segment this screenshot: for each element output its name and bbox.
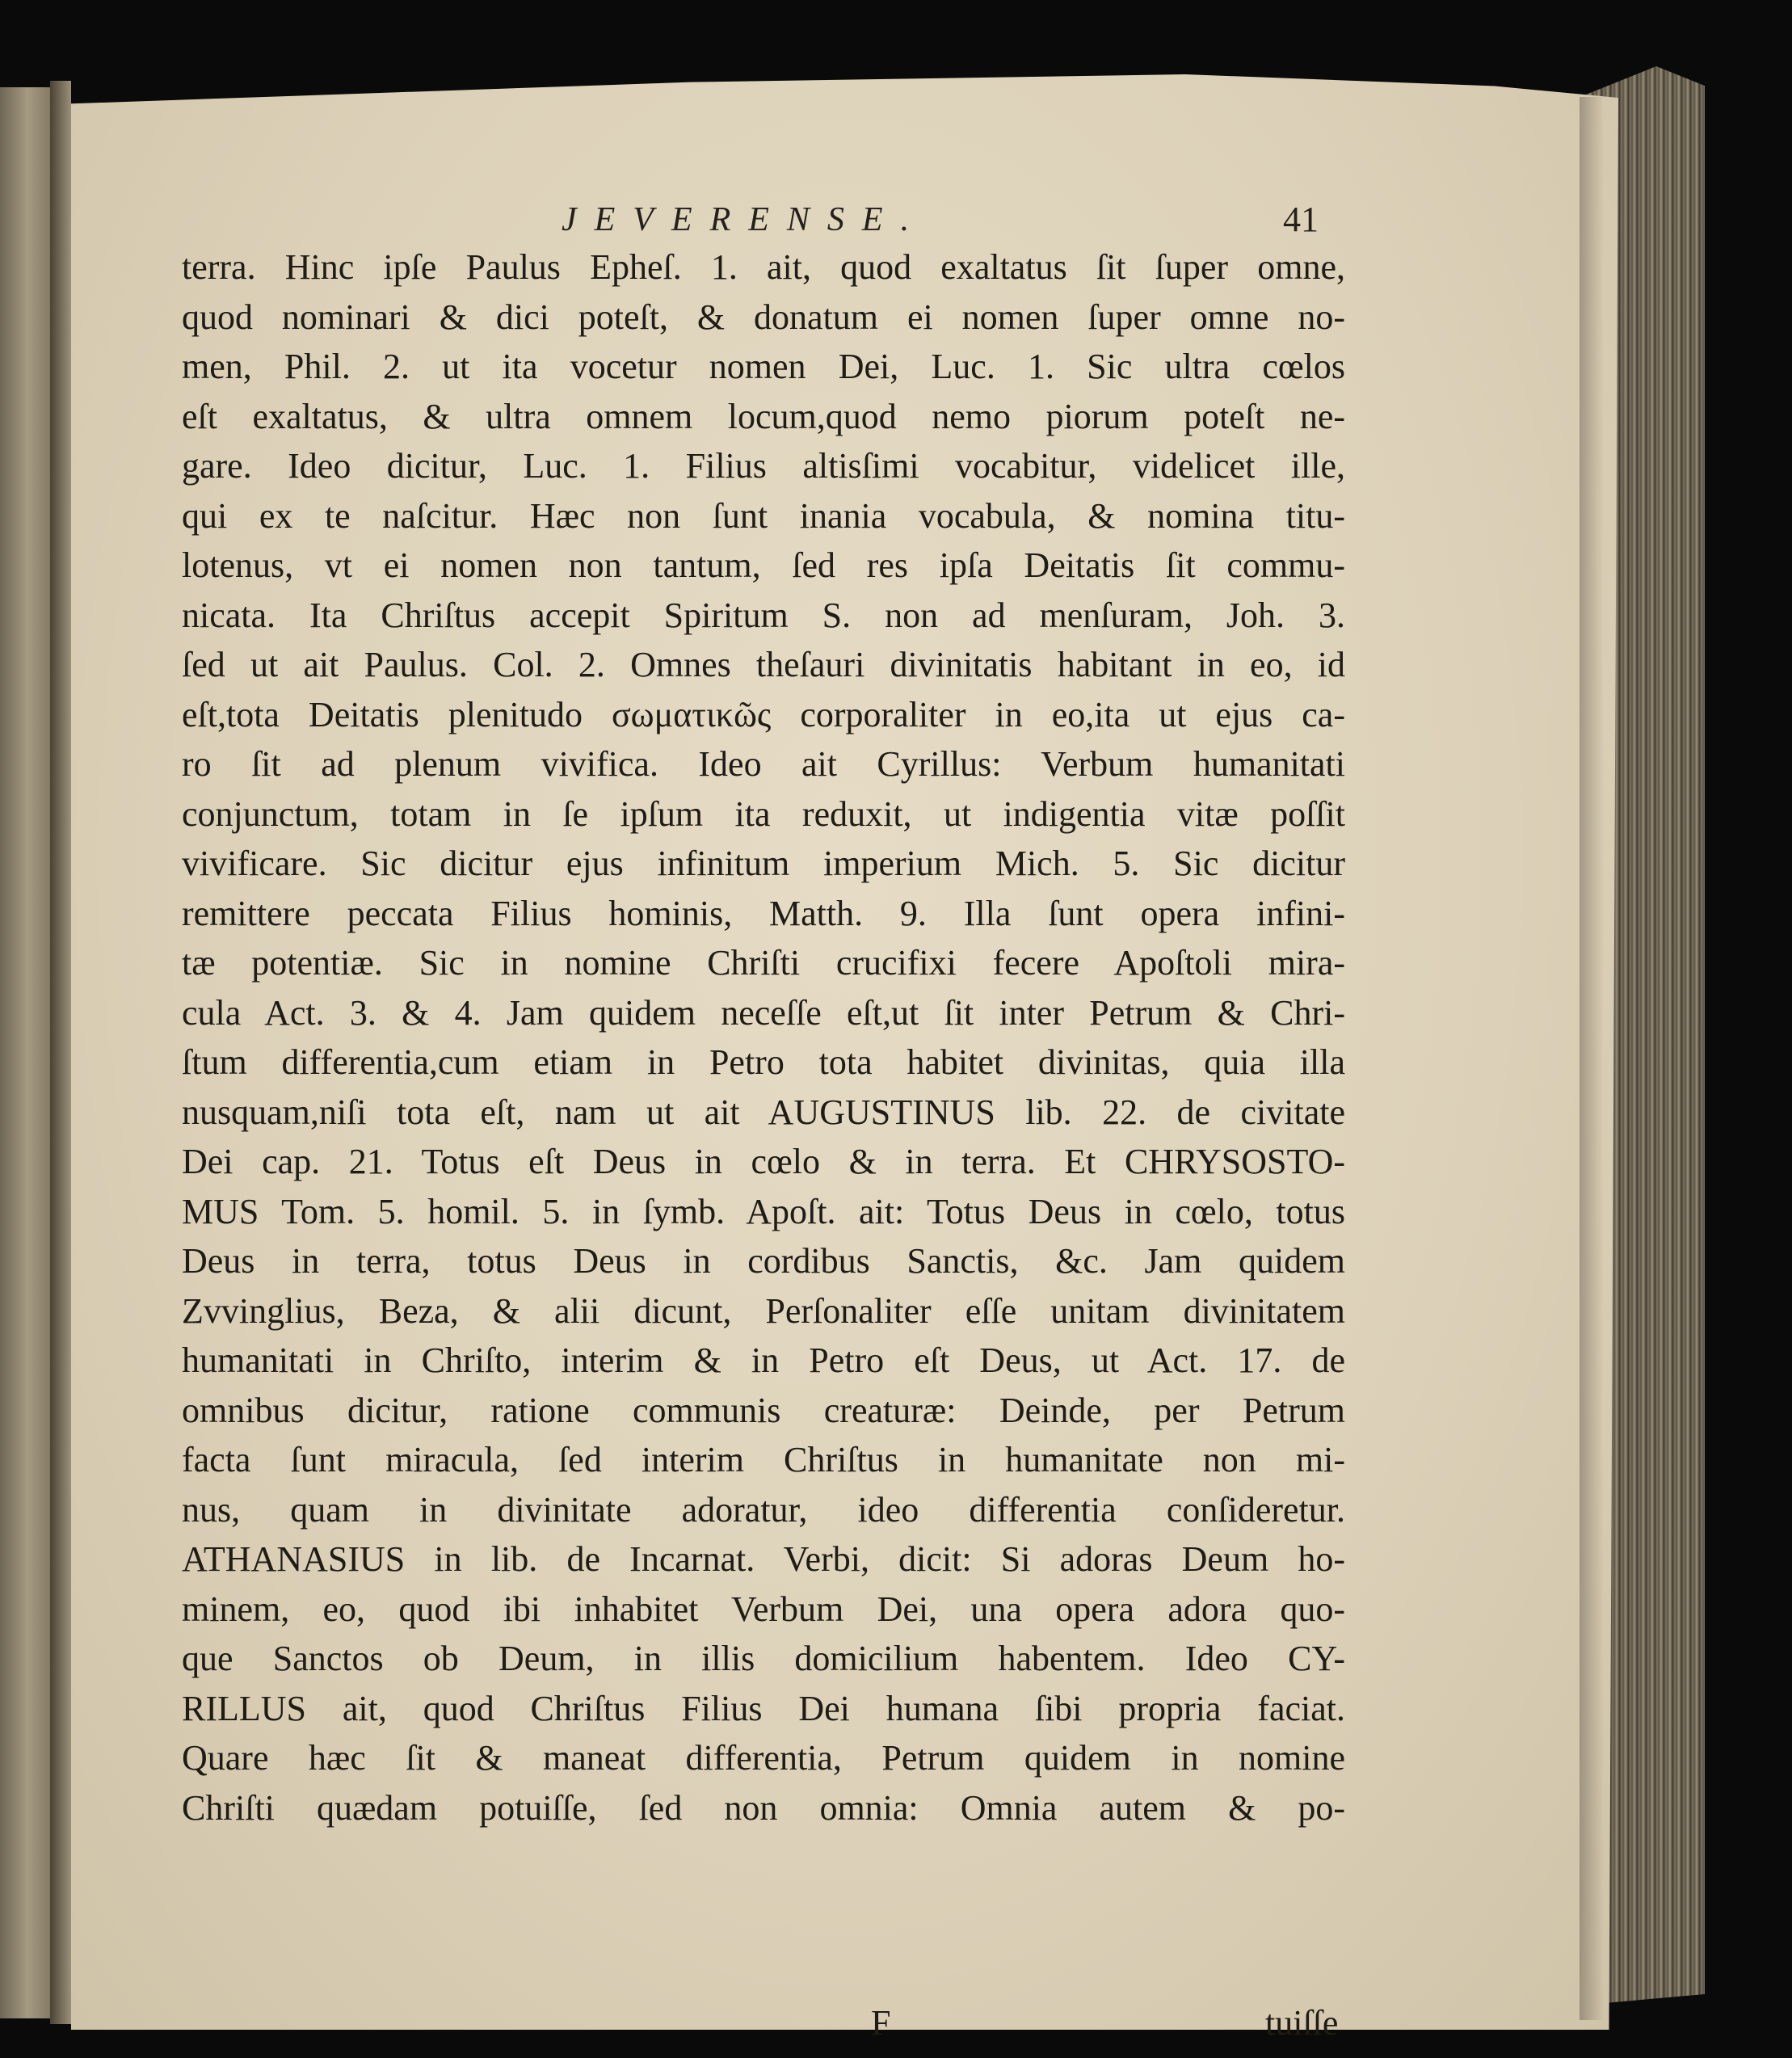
text-line: eſt exaltatus, & ultra omnem locum,quod nemo piorum poteſt ne- bbox=[182, 396, 1345, 436]
text-line: gare. Ideo dicitur, Luc. 1. Filius altisſimi vocabitur, videlicet ille, bbox=[182, 446, 1345, 486]
text-line: MUS Tom. 5. homil. 5. in ſymb. Apoſt. ait: Totus Deus in cœlo, totus bbox=[182, 1191, 1345, 1231]
text-line: que Sanctos ob Deum, in illis domicilium habentem. Ideo CY- bbox=[182, 1639, 1345, 1678]
text-line: eſt,tota Deitatis plenitudo σωματικῶς corporaliter in eo,ita ut ejus ca- bbox=[182, 694, 1345, 734]
text-line: remittere peccata Filius hominis, Matth. 9. Illa ſunt opera infini- bbox=[182, 893, 1345, 933]
text-line: nusquam,niſi tota eſt, nam ut ait AUGUSTINUS lib. 22. de civitate bbox=[182, 1092, 1345, 1132]
text-line: RILLUS ait, quod Chriſtus Filius Dei humana ſibi propria faciat. bbox=[182, 1688, 1345, 1728]
text-line: ſed ut ait Paulus. Col. 2. Omnes theſauri divinitatis habitant in eo, id bbox=[182, 645, 1345, 684]
text-line: Quare hæc ſit & maneat differentia, Petrum quidem in nomine bbox=[182, 1738, 1345, 1778]
text-line: omnibus dicitur, ratione communis creaturæ: Deinde, per Petrum bbox=[182, 1390, 1345, 1430]
text-line: Zvvinglius, Beza, & alii dicunt, Perſonaliter eſſe unitam divinitatem bbox=[182, 1290, 1345, 1331]
text-line: lotenus, vt ei nomen non tantum, ſed res ipſa Deitatis ſit commu- bbox=[182, 545, 1345, 585]
text-line: nus, quam in divinitate adoratur, ideo differentia conſideretur. bbox=[182, 1489, 1345, 1530]
text-line: vivificare. Sic dicitur ejus infinitum imperium Mich. 5. Sic dicitur bbox=[182, 844, 1345, 883]
left-page-edge bbox=[0, 87, 50, 2018]
body-text bbox=[182, 242, 1345, 1833]
text-line: tæ potentiæ. Sic in nomine Chriſti crucifixi fecere Apoſtoli mira- bbox=[182, 943, 1345, 983]
text-line: minem, eo, quod ibi inhabitet Verbum Dei, una opera adora quo- bbox=[182, 1589, 1345, 1629]
text-line: men, Phil. 2. ut ita vocetur nomen Dei, Luc. 1. Sic ultra cœlos bbox=[182, 347, 1345, 386]
text-line: ro ſit ad plenum vivifica. Ideo ait Cyrillus: Verbum humanitati bbox=[182, 744, 1345, 784]
text-line: humanitati in Chriſto, interim & in Petro eſt Deus, ut Act. 17. de bbox=[182, 1340, 1345, 1380]
text-line: facta ſunt miracula, ſed interim Chriſtus in humanitate non mi- bbox=[182, 1440, 1345, 1479]
running-head: JEVERENSE. bbox=[562, 201, 928, 238]
text-line: ſtum differentia,cum etiam in Petro tota habitet divinitas, quia illa bbox=[182, 1042, 1345, 1082]
text-line: Chriſti quædam potuiſſe, ſed non omnia: Omnia autem & po- bbox=[182, 1787, 1345, 1828]
text-line: qui ex te naſcitur. Hæc non ſunt inania vocabula, & nomina titu- bbox=[182, 495, 1345, 536]
text-line: terra. Hinc ipſe Paulus Epheſ. 1. ait, quod exaltatus ſit ſuper omne, bbox=[182, 247, 1345, 287]
book-gutter bbox=[50, 81, 71, 2024]
page-shadow bbox=[1580, 97, 1604, 2020]
text-line: Dei cap. 21. Totus eſt Deus in cœlo & in terra. Et CHRYSOSTO- bbox=[182, 1142, 1345, 1181]
signature-mark: F bbox=[871, 2003, 891, 2043]
page-number: 41 bbox=[1283, 200, 1319, 239]
text-line: cula Act. 3. & 4. Jam quidem neceſſe eſt,ut ſit inter Petrum & Chri- bbox=[182, 992, 1345, 1033]
catchword: tuiſſe bbox=[1265, 2003, 1339, 2043]
text-line: Deus in terra, totus Deus in cordibus Sanctis, &c. Jam quidem bbox=[182, 1241, 1345, 1281]
text-line: conjunctum, totam in ſe ipſum ita reduxit, ut indigentia vitæ poſſit bbox=[182, 793, 1345, 834]
text-line: quod nominari & dici poteſt, & donatum ei nomen ſuper omne no- bbox=[182, 297, 1345, 337]
text-line: nicata. Ita Chriſtus accepit Spiritum S. non ad menſuram, Joh. 3. bbox=[182, 595, 1345, 635]
text-line: ATHANASIUS in lib. de Incarnat. Verbi, dicit: Si adoras Deum ho- bbox=[182, 1539, 1345, 1579]
